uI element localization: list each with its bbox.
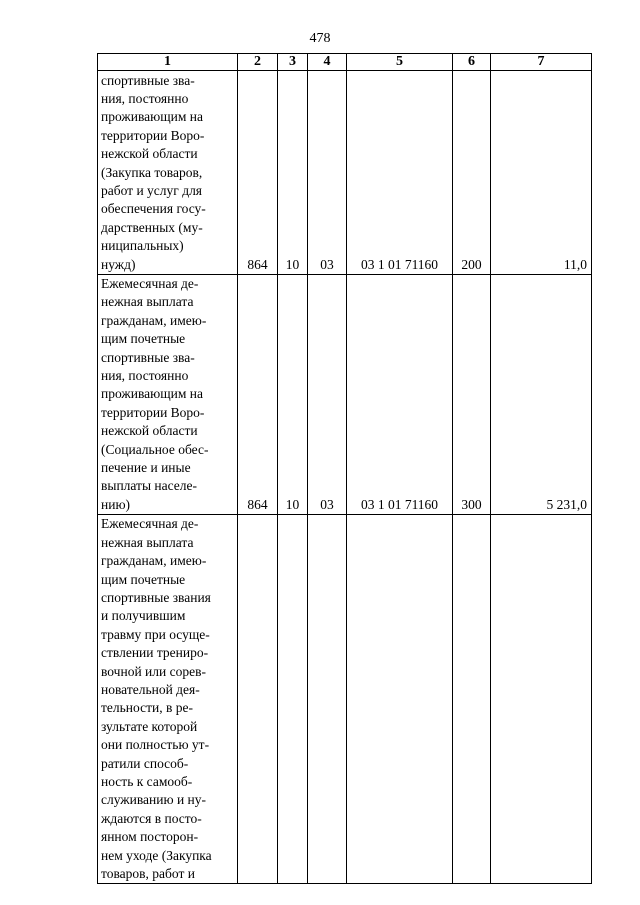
target-article: 03 1 01 71160: [347, 275, 453, 515]
description-line: тельности, в ре-: [101, 700, 193, 716]
target-article: 03 1 01 71160: [347, 71, 453, 275]
description-line: выплаты населе-: [101, 478, 197, 494]
description-line: спортивные звания: [101, 589, 211, 605]
description-line: щим почетные: [101, 331, 186, 347]
column-header: 6: [453, 54, 491, 71]
description-line: нию): [101, 496, 131, 512]
description-line: гражданам, имею-: [101, 312, 207, 328]
description-line: они полностью ут-: [101, 737, 210, 753]
description-line: нужд): [101, 256, 136, 272]
description-line: ратили способ-: [101, 755, 189, 771]
description-line: новательной дея-: [101, 681, 200, 697]
description-line: Ежемесячная де-: [101, 276, 199, 291]
description-line: ствлении трениро-: [101, 645, 209, 661]
description-line: зультате которой: [101, 718, 198, 734]
table-body: [98, 71, 592, 884]
column-header: 4: [308, 54, 347, 71]
description-line: проживающим на: [101, 386, 203, 402]
table-row: [98, 515, 592, 884]
description-line: спортивные зва-: [101, 72, 195, 88]
description-line: ждаются в посто-: [101, 810, 202, 826]
column-header: 3: [278, 54, 308, 71]
description-line: работ и услуг для: [101, 182, 203, 198]
section-code: 10: [278, 275, 308, 515]
subsection-code: 03: [308, 275, 347, 515]
page-number: 478: [309, 31, 331, 46]
description-line: печение и иные: [101, 460, 191, 476]
description-line: дарственных (му-: [101, 219, 203, 235]
description-line: территории Воро-: [101, 404, 205, 420]
expense-type: [453, 515, 491, 884]
description-line: ниципальных): [101, 238, 184, 254]
column-header: 7: [491, 54, 592, 71]
subsection-code: 03: [308, 71, 347, 275]
description-line: щим почетные: [101, 571, 186, 587]
section-code: 10: [278, 71, 308, 275]
description-line: товаров, работ и: [101, 866, 195, 881]
description-line: нем уходе (Закупка: [101, 847, 212, 863]
column-header: 1: [98, 54, 238, 71]
description-line: нежской области: [101, 146, 198, 162]
column-header: 2: [238, 54, 278, 71]
description-line: гражданам, имею-: [101, 553, 207, 569]
description-line: Ежемесячная де-: [101, 516, 199, 532]
amount-value: 11,0: [491, 71, 592, 275]
description-line: служиванию и ну-: [101, 792, 207, 808]
budget-table: [97, 53, 592, 884]
target-article: [347, 515, 453, 884]
expense-type: 300: [453, 275, 491, 515]
description-line: нежской области: [101, 423, 198, 439]
description-line: проживающим на: [101, 109, 203, 125]
description-line: спортивные зва-: [101, 349, 195, 365]
ministry-code: 864: [238, 71, 278, 275]
description-line: травму при осуще-: [101, 626, 210, 642]
description-line: янном посторон-: [101, 829, 199, 845]
table-header-row: [98, 54, 592, 71]
description-line: (Социальное обес-: [101, 441, 209, 457]
row-description: [98, 71, 238, 275]
amount-value: [491, 515, 592, 884]
section-code: [278, 515, 308, 884]
description-line: ния, постоянно: [101, 368, 189, 384]
ministry-code: [238, 515, 278, 884]
description-line: (Закупка товаров,: [101, 164, 203, 180]
description-line: нежная выплата: [101, 534, 194, 550]
description-line: нежная выплата: [101, 294, 194, 310]
amount-value: 5 231,0: [491, 275, 592, 515]
table-row: [98, 71, 592, 275]
subsection-code: [308, 515, 347, 884]
description-line: вочной или сорев-: [101, 663, 206, 679]
row-description: [98, 275, 238, 515]
description-line: обеспечения госу-: [101, 201, 206, 217]
description-line: ность к самооб-: [101, 773, 193, 789]
expense-type: 200: [453, 71, 491, 275]
description-line: ния, постоянно: [101, 90, 189, 106]
table-row: [98, 275, 592, 515]
column-header: 5: [347, 54, 453, 71]
description-line: и получившим: [101, 608, 186, 624]
row-description: [98, 515, 238, 884]
description-line: территории Воро-: [101, 127, 205, 143]
ministry-code: 864: [238, 275, 278, 515]
